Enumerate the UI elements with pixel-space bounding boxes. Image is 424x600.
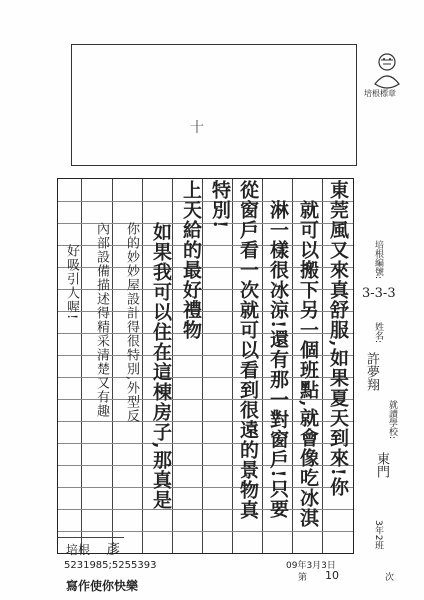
school-label: 就讀學校: [387,400,397,440]
comment-box [71,44,357,166]
essay-column-3: 淋一樣很冰涼!還有那一對窗戶!只要 [267,200,289,519]
code-label: 培根編號: [373,240,383,280]
teacher-label: 培根 [66,543,91,557]
phone-code: 5231985;5255393 [64,560,157,571]
essay-column-2: 就可以搬下另一個班點,就會像吃冰淇 [297,200,319,528]
essay-column-5: 特別! [209,180,231,230]
code-value: 3-3-3 [362,286,396,301]
essay-column-9: 內部設備描述得精采清楚又有趣 [94,222,109,418]
school-value: 東門 [374,452,389,478]
essay-column-10: 好吸引人喔! [64,244,79,321]
name-label: 姓名: [373,322,383,344]
grade-label: 3年2班 [373,520,383,550]
teacher-signature: 彥 [106,542,120,558]
index-label: 第 [298,573,308,583]
essay-column-4: 從窗戶看一次就可以看到很遠的景物真 [237,180,259,520]
name-value: 許夢翔 [364,352,379,391]
index-value: 10 [325,569,339,582]
essay-column-1: 東莞風又來真舒服,如果夏天到來!你 [327,180,349,497]
essay-column-8: 你的妙妙屋設計得很特別,外型反 [124,222,139,424]
essay-column-7: 如果我可以住在這棟房子,那真是 [150,222,172,510]
date: 09年3月3日 [286,561,336,571]
essay-column-6: 上天給的最好禮物 [180,180,202,340]
top-mark: 十 [190,120,204,136]
slogan: 寫作使你快樂 [66,579,139,593]
index-suffix: 次 [385,573,395,583]
stamp-caption: 培根標章 [364,89,396,98]
